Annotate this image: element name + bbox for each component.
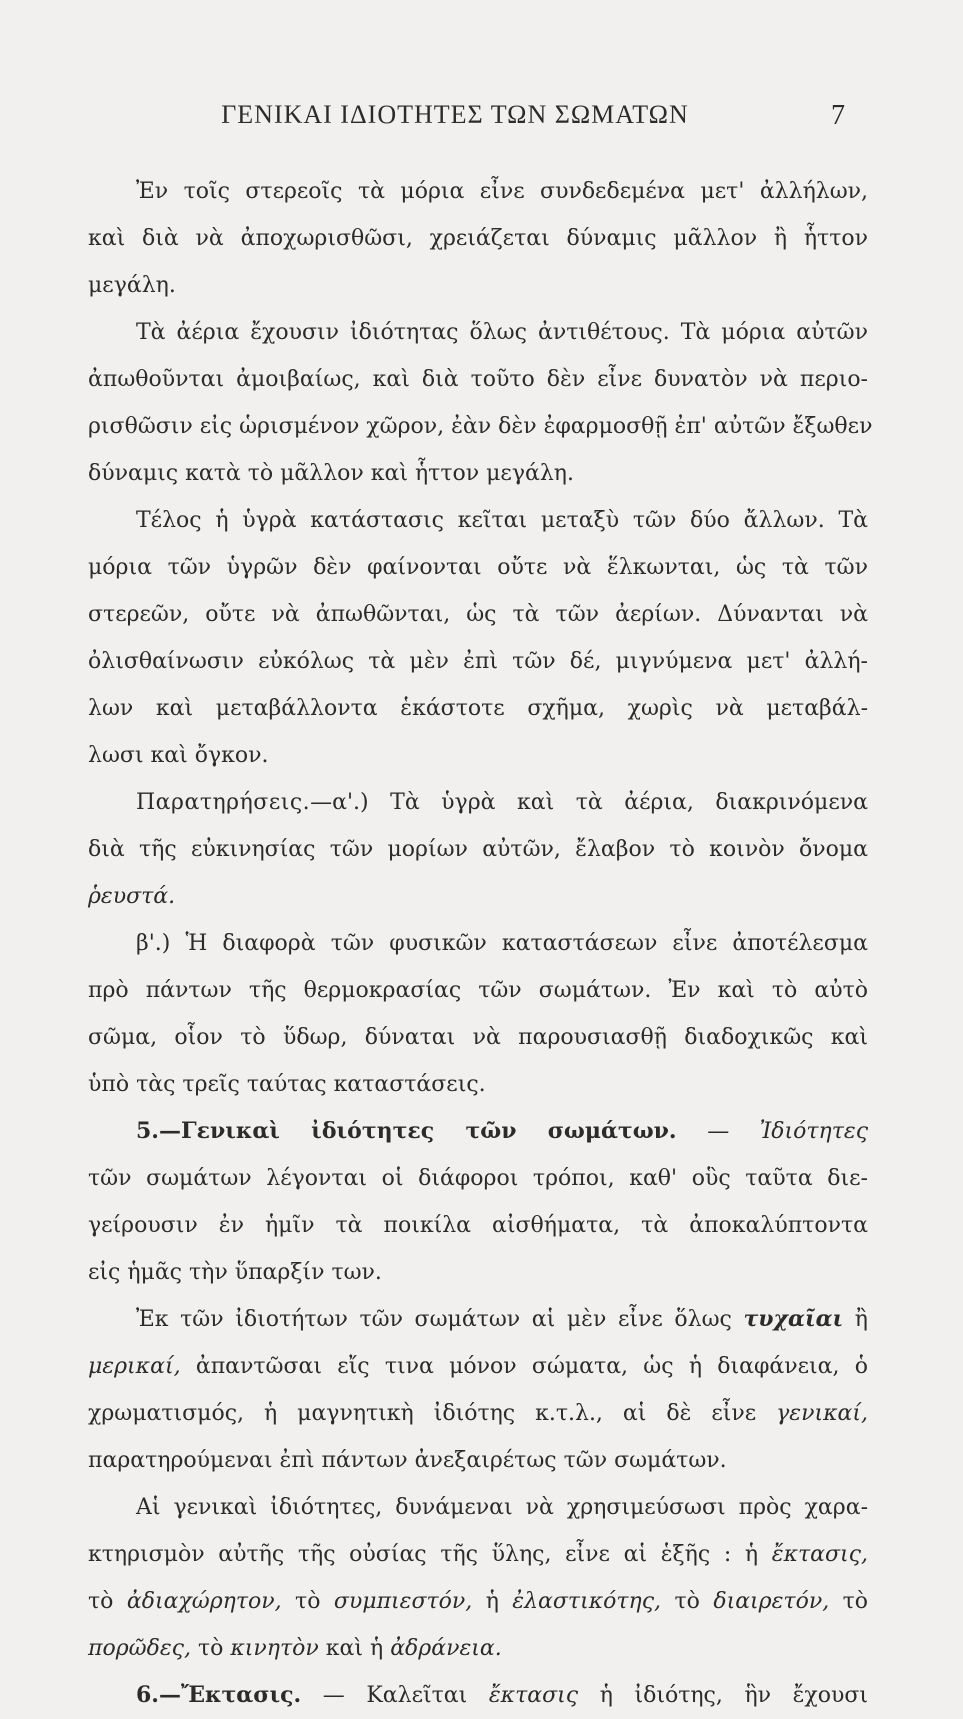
remark-b-mark: β'.) xyxy=(136,931,171,956)
section-6-heading: 6.—Ἔκτασις. xyxy=(136,1682,302,1708)
text-line: εἰς ἡμᾶς τὴν ὕπαρξίν των. xyxy=(88,1260,382,1285)
term-adraneia: ἀδράνεια. xyxy=(390,1636,502,1661)
text-span: τὸ xyxy=(842,1589,869,1614)
text-line: Ἐν τοῖς στερεοῖς τὰ μόρια εἶνε συνδεδεμένα μετ' ἀλλήλων, xyxy=(136,179,868,204)
section-5-heading: 5.—Γενικαὶ ἰδιότητες τῶν σωμάτων. xyxy=(136,1118,677,1144)
text-line: στερεῶν, οὔτε νὰ ἀπωθῶνται, ὡς τὰ τῶν ἀερίων. Δύνανται νὰ xyxy=(88,602,868,627)
text-line: ὑπὸ τὰς τρεῖς ταύτας καταστάσεις. xyxy=(88,1072,486,1097)
running-title: ΓΕΝΙΚΑΙ ΙΔΙΟΤΗΤΕΣ ΤΩΝ ΣΩΜΑΤΩΝ xyxy=(221,100,689,129)
body-text xyxy=(88,168,873,1719)
text-line xyxy=(88,1390,868,1437)
term-merikai: μερικαί, xyxy=(88,1354,181,1379)
text-span: ἀπαντῶσαι εἴς τινα μόνον σώματα, ὡς ἡ διαφάνεια, ὁ xyxy=(195,1354,868,1379)
text-line: καὶ διὰ νὰ ἀποχωρισθῶσι, χρειάζεται δύναμις μᾶλλον ἢ ἧττον xyxy=(88,226,868,251)
text-span: τὸ xyxy=(674,1589,700,1614)
text-span: χρωματισμός, ἡ μαγνητικὴ ἰδιότης κ.τ.λ., αἱ δὲ εἶνε xyxy=(88,1401,757,1426)
text-span: ἢ xyxy=(854,1307,868,1332)
page-header xyxy=(0,100,963,140)
text-line: ρισθῶσιν εἰς ὡρισμένον χῶρον, ἐὰν δὲν ἐφαρμοσθῇ ἐπ' αὐτῶν ἔξωθεν xyxy=(88,414,873,439)
text-span: ἡ ἰδιότης, ἣν ἔχουσι xyxy=(599,1683,869,1708)
remark-a-text: Τὰ ὑγρὰ καὶ τὰ ἀέρια, διακρινόμενα xyxy=(390,790,868,815)
text-line: πρὸ πάντων τῆς θερμοκρασίας τῶν σωμάτων. Ἐν καὶ τὸ αὐτὸ xyxy=(88,978,868,1003)
text-span: τὸ xyxy=(197,1636,224,1661)
remarks-label: Παρατηρήσεις. xyxy=(136,790,311,815)
remark-b-text: Ἡ διαφορὰ τῶν φυσικῶν καταστάσεων εἶνε ἀποτέλεσμα xyxy=(185,931,868,956)
text-line: διὰ τῆς εὐκινησίας τῶν μορίων αὐτῶν, ἔλαβον τὸ κοινὸν ὄνομα xyxy=(88,837,868,862)
term-sympiesto: συμπιεστόν, xyxy=(333,1589,473,1614)
text-line: μεγάλη. xyxy=(88,273,176,298)
term-porodes: πορῶδες, xyxy=(88,1636,191,1661)
dash: — xyxy=(322,1683,345,1708)
term-idiotites: Ἰδιότητες xyxy=(759,1119,869,1144)
term-reusta: ῥευστά. xyxy=(88,884,176,909)
text-span: Καλεῖται xyxy=(366,1683,468,1708)
text-span: τὸ xyxy=(295,1589,321,1614)
text-line: λων καὶ μεταβάλλοντα ἑκάστοτε σχῆμα, χωρὶς νὰ μεταβάλ- xyxy=(88,696,868,721)
text-span: κτηρισμὸν αὐτῆς τῆς οὐσίας τῆς ὕλης, εἶνε αἱ ἑξῆς : ἡ xyxy=(88,1542,759,1567)
text-line: ἀπωθοῦνται ἀμοιβαίως, καὶ διὰ τοῦτο δὲν εἶνε δυνατὸν νὰ περιο- xyxy=(88,367,868,392)
text-line xyxy=(88,1296,868,1343)
text-line xyxy=(88,1625,868,1672)
text-line: Τέλος ἡ ὑγρὰ κατάστασις κεῖται μεταξὺ τῶν δύο ἄλλων. Τὰ xyxy=(136,508,868,533)
text-line: Αἱ γενικαὶ ἰδιότητες, δυνάμεναι νὰ χρησιμεύσωσι πρὸς χαρα- xyxy=(136,1495,868,1520)
term-ektasis: ἔκτασις xyxy=(488,1683,579,1708)
text-line xyxy=(88,1343,868,1390)
text-line: λωσι καὶ ὄγκον. xyxy=(88,743,269,768)
section-5-heading-line xyxy=(88,1108,868,1155)
text-span: Ἐκ τῶν ἰδιοτήτων τῶν σωμάτων αἱ μὲν εἶνε ὅλως xyxy=(136,1307,732,1332)
term-diaireto: διαιρετόν, xyxy=(713,1589,830,1614)
text-line: τῶν σωμάτων λέγονται οἱ διάφοροι τρόποι, καθ' οὓς ταῦτα διε- xyxy=(88,1166,868,1191)
remark-a-mark: —α'.) xyxy=(310,790,369,815)
text-line: μόρια τῶν ὑγρῶν δὲν φαίνονται οὔτε νὰ ἕλκωνται, ὡς τὰ τῶν xyxy=(88,555,868,580)
text-line: σῶμα, οἷον τὸ ὕδωρ, δύναται νὰ παρουσιασθῇ διαδοχικῶς καὶ xyxy=(88,1025,868,1050)
text-span: τὸ xyxy=(88,1589,114,1614)
page-number: 7 xyxy=(831,100,845,131)
text-line: δύναμις κατὰ τὸ μᾶλλον καὶ ἧττον μεγάλη. xyxy=(88,461,574,486)
term-elastikotis: ἐλαστικότης, xyxy=(512,1589,662,1614)
remark-b-line xyxy=(88,920,868,967)
term-kinito: κινητὸν xyxy=(230,1636,319,1661)
section-6-heading-line xyxy=(88,1672,868,1719)
text-line xyxy=(88,1578,868,1625)
text-line: γείρουσιν ἐν ἡμῖν τὰ ποικίλα αἰσθήματα, τὰ ἀποκαλύπτοντα xyxy=(88,1213,868,1238)
remarks-line xyxy=(88,779,868,826)
dash: — xyxy=(707,1119,730,1144)
term-tychaiai: τυχαῖαι xyxy=(743,1306,844,1332)
text-span: καὶ ἡ xyxy=(325,1636,384,1661)
term-genikai: γενικαί, xyxy=(776,1401,869,1426)
text-span: ἡ xyxy=(485,1589,499,1614)
text-line xyxy=(88,1531,868,1578)
text-line: Τὰ ἀέρια ἔχουσιν ἰδιότητας ὅλως ἀντιθέτους. Τὰ μόρια αὐτῶν xyxy=(136,320,868,345)
text-line: παρατηρούμεναι ἐπὶ πάντων ἀνεξαιρέτως τῶν σωμάτων. xyxy=(88,1448,727,1473)
text-line: ὀλισθαίνωσιν εὐκόλως τὰ μὲν ἐπὶ τῶν δέ, μιγνύμενα μετ' ἀλλή- xyxy=(88,649,868,674)
term-ektasis: ἔκτασις, xyxy=(771,1542,868,1567)
term-adiachoriton: ἀδιαχώρητον, xyxy=(126,1589,282,1614)
